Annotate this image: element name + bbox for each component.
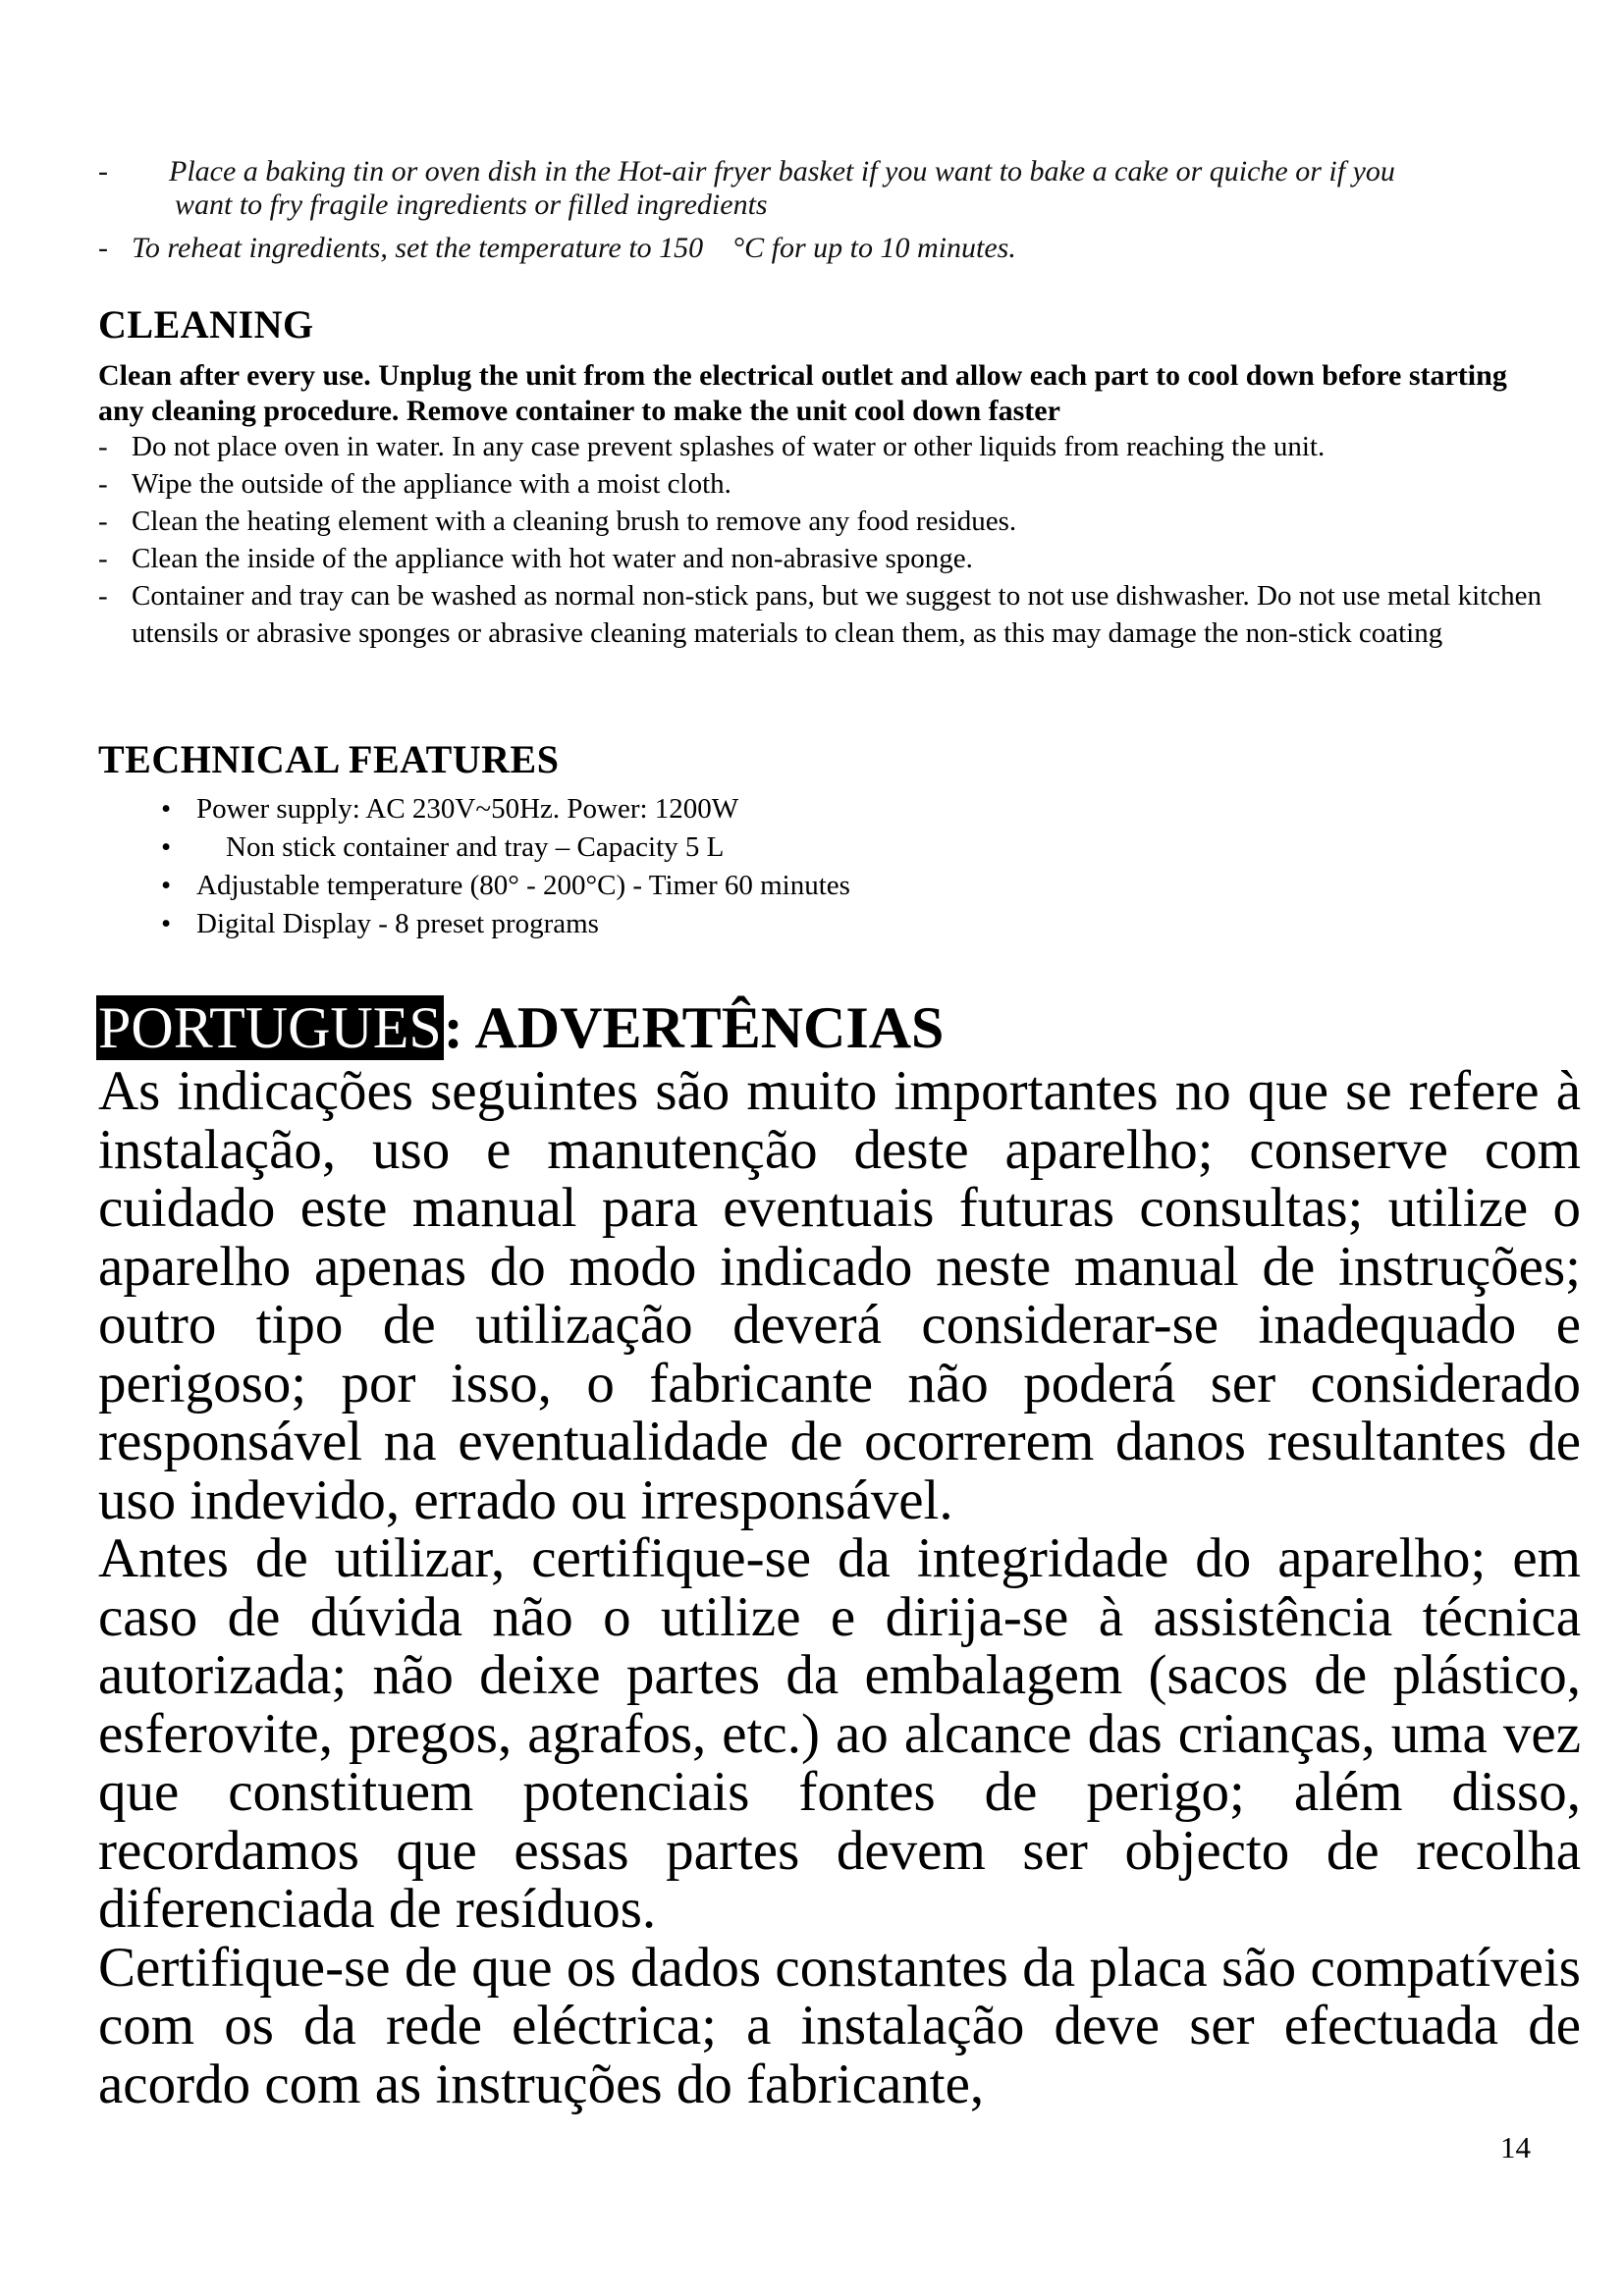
tip-dash: - (98, 232, 108, 264)
list-item: • Non stick container and tray – Capacity 5 L (161, 831, 725, 863)
list-item: • Digital Display - 8 preset programs (161, 908, 599, 939)
technical-heading: TECHNICAL FEATURES (98, 737, 560, 781)
tip-line: want to fry fragile ingredients or filled ingredients (175, 188, 768, 221)
list-item: - Clean the heating element with a cleaning brush to remove any food residues. (98, 506, 1017, 537)
tip-line: Place a baking tin or oven dish in the Hot-air fryer basket if you want to bake a cake or quiche or if you (169, 155, 1395, 187)
list-item: • Power supply: AC 230V~50Hz. Power: 1200W (161, 793, 739, 825)
page-number: 14 (1500, 2130, 1531, 2164)
list-item: - Container and tray can be washed as normal non-stick pans, but we suggest to not use dishwasher. Do not use metal kitchen utensils or abrasive sponges or abrasive cleaning materials to clean them, as this may damage the non-stick coating (98, 580, 1542, 649)
paragraph: As indicações seguintes são muito importantes no que se refere à instalação, uso e manutenção deste aparelho; conserve com cuidado este manual para eventuais futuras consultas; utilize o aparelho apenas do modo indicado neste manual de instruções; outro tipo de utilização deverá considerar-se inadequado e perigoso; por isso, o fabricante não poderá ser considerado responsável na eventualidade de ocorrerem danos resultantes de uso indevido, errado ou irresponsável. (98, 1060, 1581, 1531)
warnings-title: : ADVERTÊNCIAS (443, 995, 945, 1060)
language-label: PORTUGUES (98, 995, 442, 1060)
portugues-body (98, 1062, 1581, 2113)
paragraph: Certifique-se de que os dados constantes da placa são compatíveis com os da rede eléctrica; a instalação deve ser efectuada de acordo com as instruções do fabricante, (98, 1936, 1581, 2115)
list-item: - Clean the inside of the appliance with hot water and non-abrasive sponge. (98, 543, 973, 574)
list-item: - Wipe the outside of the appliance with a moist cloth. (98, 468, 731, 500)
portugues-heading (96, 993, 944, 1062)
cleaning-heading: CLEANING (98, 302, 314, 347)
technical-list (157, 790, 850, 943)
tip-dash: - (98, 155, 108, 187)
tip-line: To reheat ingredients, set the temperature to 150 °C for up to 10 minutes. (132, 232, 1016, 264)
list-item: • Adjustable temperature (80° - 200°C) - Timer 60 minutes (161, 870, 850, 901)
cleaning-intro: Clean after every use. Unplug the unit from the electrical outlet and allow each part to cool down before starting any cleaning procedure. Remove container to make the unit cool down faster (98, 359, 1507, 427)
paragraph: Antes de utilizar, certifique-se da integridade do aparelho; em caso de dúvida não o utilize e dirija-se à assistência técnica autorizada; não deixe partes da embalagem (sacos de plástico, esferovite, pregos, agrafos, etc.) ao alcance das crianças, uma vez que constituem potenciais fontes de perigo; além disso, recordamos que essas partes devem ser objecto de recolha diferenciada de resíduos. (98, 1527, 1581, 1940)
list-item: - Do not place oven in water. In any case prevent splashes of water or other liquids from reaching the unit. (98, 431, 1326, 462)
cleaning-list (98, 428, 1571, 652)
